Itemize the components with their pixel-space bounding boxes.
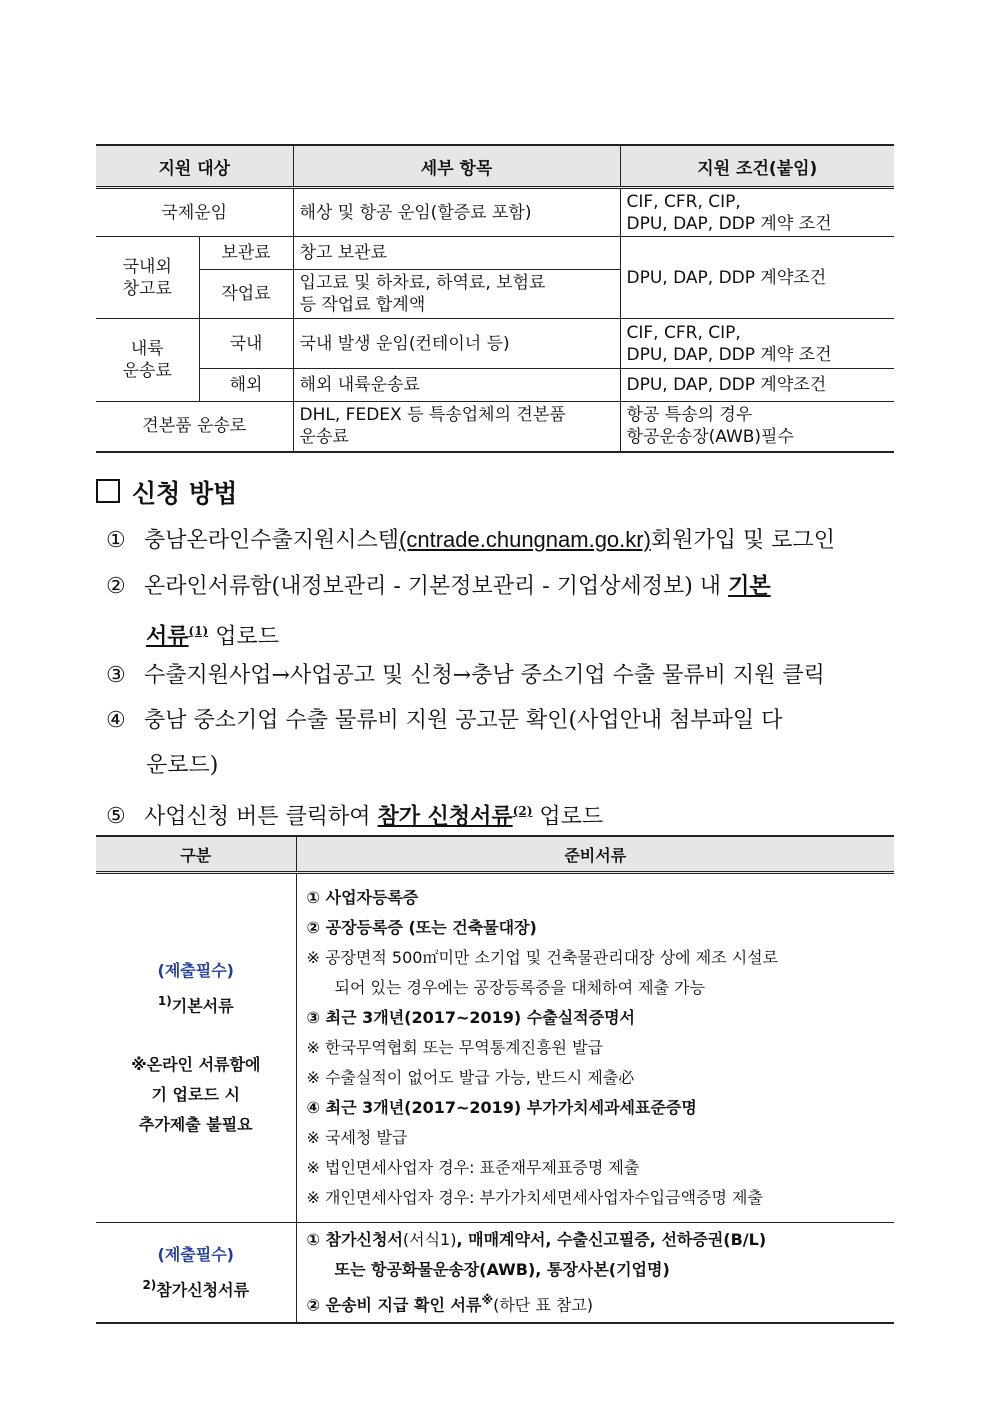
table-row xyxy=(96,319,894,369)
cell-detail xyxy=(293,402,620,452)
cell-sub: 보관료 xyxy=(199,237,293,270)
required-label: (제출필수) xyxy=(157,1245,234,1264)
cell-condition: DPU, DAP, DDP 계약조건 xyxy=(620,237,894,319)
item-text: , 매매계약서, 수출신고필증, 선하증권(B/L) xyxy=(456,1230,767,1249)
footnote-marker: 2) xyxy=(142,1278,157,1292)
table-row xyxy=(96,402,894,452)
cond-line: CIF, CFR, CIP, xyxy=(626,191,741,212)
step-text: 회원가입 및 로그인 xyxy=(650,528,835,553)
group-line: 국내외 xyxy=(122,256,172,277)
step-emphasis: 참가 신청서류 xyxy=(377,803,513,830)
group-line: 창고료 xyxy=(122,278,172,299)
item-text: ② 운송비 지급 확인 서류 xyxy=(306,1295,482,1315)
list-item xyxy=(307,1285,887,1320)
item-text: (서식1) xyxy=(402,1230,457,1249)
cell-group xyxy=(96,319,199,402)
item-text: ① 참가신청서 xyxy=(306,1230,403,1249)
step-text: 충남온라인수출지원시스템 xyxy=(144,528,400,553)
cell-detail: 해상 및 항공 운임(할증료 포함) xyxy=(293,188,620,237)
support-table xyxy=(96,144,894,453)
cond-line: DPU, DAP, DDP 계약 조건 xyxy=(626,344,832,365)
list-note: ※ 공장면적 500㎡미만 소기업 및 건축물관리대장 상에 제조 시설로 xyxy=(306,948,779,967)
header-category: 구분 xyxy=(96,836,296,873)
list-note: ※ 한국무역협회 또는 무역통계진흥원 발급 xyxy=(306,1038,604,1057)
category-label: 기본서류 xyxy=(171,996,234,1016)
category-note: 기 업로드 시 xyxy=(151,1084,240,1104)
list-note: ※ 수출실적이 없어도 발급 가능, 반드시 제출必 xyxy=(306,1068,635,1087)
category-application xyxy=(96,1223,296,1324)
detail-line: DHL, FEDEX 등 특송업체의 견본품 xyxy=(299,405,566,426)
header-target: 지원 대상 xyxy=(96,145,293,188)
documents-table xyxy=(96,835,894,1324)
list-item: ② 공장등록증 (또는 건축물대장) xyxy=(306,918,537,937)
list-item: ① 사업자등록증 xyxy=(306,888,419,907)
cell-detail: 해외 내륙운송료 xyxy=(293,369,620,402)
step-text: 온라인서류함(내정보관리 - 기본정보관리 - 기업상세정보) 내 xyxy=(144,574,722,599)
support-table-header xyxy=(96,145,894,188)
cell-condition xyxy=(620,188,894,237)
cell-group xyxy=(96,237,199,319)
cond-line: 항공운송장(AWB)필수 xyxy=(626,427,794,448)
step-2 xyxy=(106,571,771,602)
table-row xyxy=(96,1223,894,1324)
footnote-marker: 1) xyxy=(157,994,172,1009)
table-row xyxy=(96,188,894,237)
step-number: ① xyxy=(106,528,126,553)
cell-sub: 해외 xyxy=(199,369,293,402)
category-note: 추가제출 불필요 xyxy=(138,1114,253,1134)
list-note: ※ 국세청 발급 xyxy=(306,1128,408,1147)
documents-table-header xyxy=(96,836,894,873)
category-basic xyxy=(96,873,296,1223)
detail-line: 운송료 xyxy=(299,427,349,448)
step-emphasis: 기본 xyxy=(728,573,771,599)
cell-sub: 국내 xyxy=(199,319,293,369)
cell-condition xyxy=(620,319,894,369)
category-name xyxy=(104,1270,288,1305)
table-row xyxy=(96,237,894,270)
section-heading xyxy=(96,474,237,510)
category-name xyxy=(104,986,288,1021)
cell-target: 견본품 운송로 xyxy=(96,402,293,452)
group-line: 운송료 xyxy=(122,361,172,381)
footnote-ref: (2) xyxy=(512,804,533,818)
step-3 xyxy=(106,661,825,691)
cell-detail: 국내 발생 운임(컨테이너 등) xyxy=(293,319,620,369)
cond-line: CIF, CFR, CIP, xyxy=(626,322,741,343)
category-note: ※온라인 서류함에 xyxy=(131,1054,261,1074)
header-condition: 지원 조건(붙임) xyxy=(620,145,894,188)
step-2-continued xyxy=(146,616,279,652)
list-note: ※ 개인면세사업자 경우: 부가가치세면세사업자수입금액증명 제출 xyxy=(306,1188,763,1207)
step-4 xyxy=(106,706,782,736)
step-text: 수출지원사업→사업공고 및 신청→충남 중소기업 수출 물류비 지원 클릭 xyxy=(144,663,825,688)
step-text: 운로드) xyxy=(146,753,219,778)
section-title: 신청 방법 xyxy=(132,479,238,508)
step-text: 충남 중소기업 수출 물류비 지원 공고문 확인(사업안내 첨부파일 다 xyxy=(144,708,783,733)
step-number: ④ xyxy=(106,708,126,733)
step-text: 업로드 xyxy=(539,804,604,830)
step-1 xyxy=(106,525,835,556)
category-label: 참가신청서류 xyxy=(156,1280,250,1300)
cell-sub: 작업료 xyxy=(199,270,293,319)
cell-condition: DPU, DAP, DDP 계약조건 xyxy=(620,369,894,402)
cell-condition xyxy=(620,402,894,452)
cell-detail: 창고 보관료 xyxy=(293,237,620,270)
site-link[interactable]: (cntrade.chungnam.go.kr) xyxy=(399,527,651,552)
list-item: ④ 최근 3개년(2017~2019) 부가가치세과세표준증명 xyxy=(306,1098,697,1117)
cell-target: 국제운임 xyxy=(96,188,293,237)
step-number: ② xyxy=(106,574,126,599)
step-emphasis: 서류 xyxy=(146,623,189,650)
detail-line: 입고료 및 하차료, 하역료, 보험료 xyxy=(299,273,546,293)
basic-documents-list xyxy=(296,873,894,1223)
step-text: 업로드 xyxy=(215,624,279,650)
footnote-marker: ※ xyxy=(481,1293,494,1307)
footnote-ref: (1) xyxy=(188,624,209,638)
cond-line: DPU, DAP, DDP 계약 조건 xyxy=(626,213,832,234)
item-text: (하단 표 참고) xyxy=(493,1295,594,1315)
step-number: ⑤ xyxy=(106,804,126,830)
table-row xyxy=(96,873,894,1223)
list-item: ③ 최근 3개년(2017~2019) 수출실적증명서 xyxy=(306,1008,636,1027)
header-detail: 세부 항목 xyxy=(293,145,620,188)
checkbox-square-icon xyxy=(96,479,120,503)
required-label: (제출필수) xyxy=(157,961,234,981)
step-text: 사업신청 버튼 클릭하여 xyxy=(144,804,371,830)
list-item: 또는 항공화물운송장(AWB), 통장사본(기업명) xyxy=(334,1260,670,1279)
step-number: ③ xyxy=(106,663,126,688)
group-line: 내륙 xyxy=(130,339,164,359)
step-4-continued xyxy=(146,751,218,781)
cond-line: 항공 특송의 경우 xyxy=(626,405,753,426)
list-note: ※ 법인면세사업자 경우: 표준재무제표증명 제출 xyxy=(306,1158,640,1177)
step-5 xyxy=(106,796,603,832)
application-documents-list xyxy=(296,1223,894,1324)
list-note: 되어 있는 경우에는 공장등록증을 대체하여 제출 가능 xyxy=(334,978,706,997)
header-documents: 준비서류 xyxy=(296,836,894,873)
detail-line: 등 작업료 합계액 xyxy=(299,295,426,315)
list-item xyxy=(307,1225,887,1255)
table-row xyxy=(96,369,894,402)
cell-detail xyxy=(293,270,620,319)
